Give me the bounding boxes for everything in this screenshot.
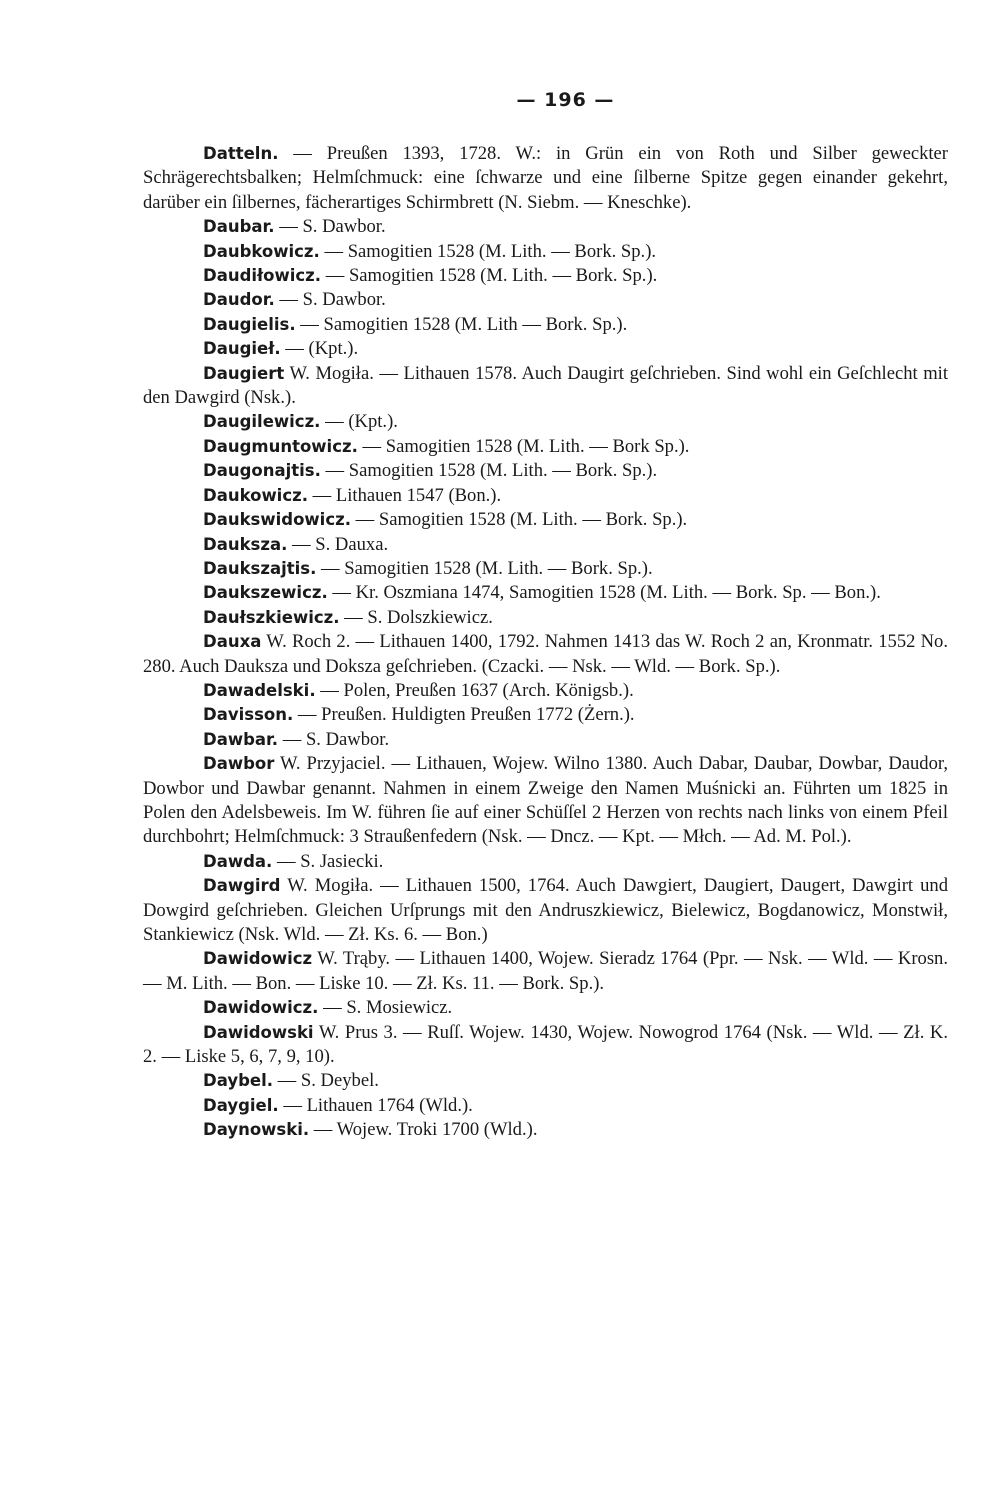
entry-text: — Lithauen 1764 (Wld.). [278, 1094, 473, 1116]
entry-text: — S. Dolszkiewicz. [339, 606, 493, 628]
entry [143, 947, 948, 996]
entry-headword: Daułszkiewicz. [203, 607, 340, 627]
entry-text: W. Przyjaciel. — Lithauen, Wojew. Wilno 1380. Auch Dabar, Daubar, Dowbar, Daudor, Dowbor und Dawbar genannt. Nahmen in einem Zweige den Namen Muśnicki an. Führten um 1825 in Polen den Adelsbeweis. Im W. führen ſie auf einer Schüſſel 2 Herzen von rechts nach links von einem Pfeil durchbohrt; Helmſchmuck: 3 Straußenfedern (Nsk. — Dncz. — Kpt. — Młch. — Ad. M. Pol.). [143, 753, 948, 848]
entry-headword: Daugilewicz. [203, 412, 321, 432]
entry [143, 874, 948, 947]
entry [143, 679, 948, 703]
entry-text: — S. Mosiewicz. [318, 997, 453, 1019]
entry-headword: Daybel. [203, 1071, 274, 1091]
entry-text: — Samogitien 1528 (M. Lith. — Bork. Sp.). [321, 265, 658, 287]
entry-headword: Daukowicz. [203, 485, 308, 505]
entry [143, 752, 948, 850]
entry [143, 410, 948, 434]
entry-headword: Dawadelski. [203, 680, 316, 700]
entry-text: — Samogitien 1528 (M. Lith. — Bork. Sp.). [350, 509, 688, 531]
entry-text: — Samogitien 1528 (M. Lith. — Bork. Sp.). [319, 240, 657, 262]
entry [143, 850, 948, 874]
entry [143, 215, 948, 239]
entry [143, 313, 948, 337]
entry-headword: Dawidowicz. [203, 998, 319, 1018]
entry-headword: Daubar. [203, 217, 275, 237]
entry-text: W. Roch 2. — Lithauen 1400, 1792. Nahmen 1413 das W. Roch 2 an, Kronmatr. 1552 No. 280. Auch Dauksza und Doksza geſchrieben. (Czacki. — Nsk. — Wld. — Bork. Sp.). [143, 631, 948, 677]
entry-headword: Daygiel. [203, 1095, 279, 1115]
entry [143, 630, 948, 679]
entry-text: — S. Deybel. [273, 1070, 379, 1092]
entry-headword: Daukszewicz. [203, 583, 328, 603]
entry [143, 533, 948, 557]
entry [143, 606, 948, 630]
entry-headword: Dawgird [203, 876, 281, 896]
entry-headword: Datteln. [203, 144, 279, 163]
entry [143, 581, 948, 605]
entry-text: W. Mogiła. — Lithauen 1500, 1764. Auch Dawgiert, Daugiert, Daugert, Dawgirt und Dowgird geſchrieben. Gleichen Urſprungs mit den Andruszkiewicz, Bielewicz, Bogdanowicz, Monstwił, Stankiewicz (Nsk. Wld. — Zł. Ks. 6. — Bon.) [143, 875, 948, 945]
entry-headword: Daubkowicz. [203, 241, 320, 261]
entry-text: W. Mogiła. — Lithauen 1578. Auch Daugirt geſchrieben. Sind wohl ein Geſchlecht mit den Dawgird (Nsk.). [143, 362, 948, 409]
entry [143, 337, 948, 361]
entry-headword: Dauksza. [203, 534, 288, 554]
entry [143, 362, 948, 411]
entry-text: — (Kpt.). [320, 411, 398, 433]
entry [143, 508, 948, 532]
entry-text: — Lithauen 1547 (Bon.). [308, 484, 502, 506]
entry-headword: Daudor. [203, 290, 275, 310]
entry-text: — Polen, Preußen 1637 (Arch. Königsb.). [315, 679, 634, 701]
entry-text: — S. Dawbor. [278, 728, 390, 750]
entry [143, 1118, 948, 1142]
entry-text: — (Kpt.). [280, 338, 359, 360]
document-page [143, 88, 948, 1143]
entry-headword: Dawbar. [203, 729, 279, 749]
entry [143, 1021, 948, 1070]
entry-text: — Preußen 1393, 1728. W.: in Grün ein von Roth und Silber geweckter Schrägerechtsbalken; Helmſchmuck: eine ſchwarze und eine ſilberne Spitze gegen einander gekehrt, darüber ein ſilbernes, fächerartiges Schirmbrett (N. Siebm. — Kneschke). [143, 143, 948, 213]
entry-text: — Kr. Oszmiana 1474, Samogitien 1528 (M. Lith. — Bork. Sp. — Bon.). [327, 582, 881, 604]
entry [143, 435, 948, 459]
entry [143, 459, 948, 483]
entry-text: — Wojew. Troki 1700 (Wld.). [309, 1119, 538, 1141]
entry [143, 240, 948, 264]
entry [143, 1094, 948, 1118]
entry [143, 484, 948, 508]
entry-text: — Samogitien 1528 (M. Lith. — Bork. Sp.). [320, 460, 658, 482]
entry-headword: Daukszajtis. [203, 558, 317, 578]
entry [143, 703, 948, 727]
entry-headword: Dawidowski [203, 1022, 314, 1042]
entry-headword: Daugmuntowicz. [203, 436, 358, 456]
entry-text: — S. Jasiecki. [272, 850, 384, 872]
entry-text: — S. Dawbor. [274, 289, 386, 311]
entry [143, 728, 948, 752]
entry-headword: Daukswidowicz. [203, 510, 351, 530]
entry-headword: Daugielis. [203, 314, 296, 334]
entry-text: — Samogitien 1528 (M. Lith. — Bork Sp.). [357, 435, 690, 457]
entry-headword: Daynowski. [203, 1120, 310, 1140]
entry-headword: Davisson. [203, 705, 294, 725]
entry-headword: Dawbor [203, 754, 275, 774]
entry-headword: Daudiłowicz. [203, 266, 322, 286]
entry-headword: Daugonajtis. [203, 461, 321, 481]
entry-headword: Dawidowicz [203, 949, 313, 969]
entry-text: — Samogitien 1528 (M. Lith — Bork. Sp.). [295, 313, 628, 335]
entry-text: — S. Dauxa. [287, 533, 389, 555]
entry-headword: Daugiert [203, 363, 285, 383]
entry-text: W. Prus 3. — Ruſſ. Wojew. 1430, Wojew. Nowogrod 1764 (Nsk. — Wld. — Zł. K. 2. — Liske 5, 6, 7, 9, 10). [143, 1021, 948, 1068]
entry-text: — Preußen. Huldigten Preußen 1772 (Żern.). [293, 704, 635, 726]
entry-headword: Daugieł. [203, 339, 281, 359]
entry [143, 288, 948, 312]
entry-text: — S. Dawbor. [274, 216, 386, 238]
entry-headword: Dauxa [203, 632, 262, 652]
entry-list [143, 142, 948, 1143]
entry-headword: Dawda. [203, 851, 273, 871]
entry-text: W. Trąby. — Lithauen 1400, Wojew. Sieradz 1764 (Ppr. — Nsk. — Wld. — Krosn. — M. Lith. — Bon. — Liske 10. — Zł. Ks. 11. — Bork. Sp.). [143, 948, 948, 994]
entry [143, 1069, 948, 1093]
entry [143, 996, 948, 1020]
entry [143, 264, 948, 288]
entry [143, 142, 948, 215]
entry-text: — Samogitien 1528 (M. Lith. — Bork. Sp.). [316, 557, 653, 579]
page-number: — 196 — [516, 89, 615, 111]
entry [143, 557, 948, 581]
